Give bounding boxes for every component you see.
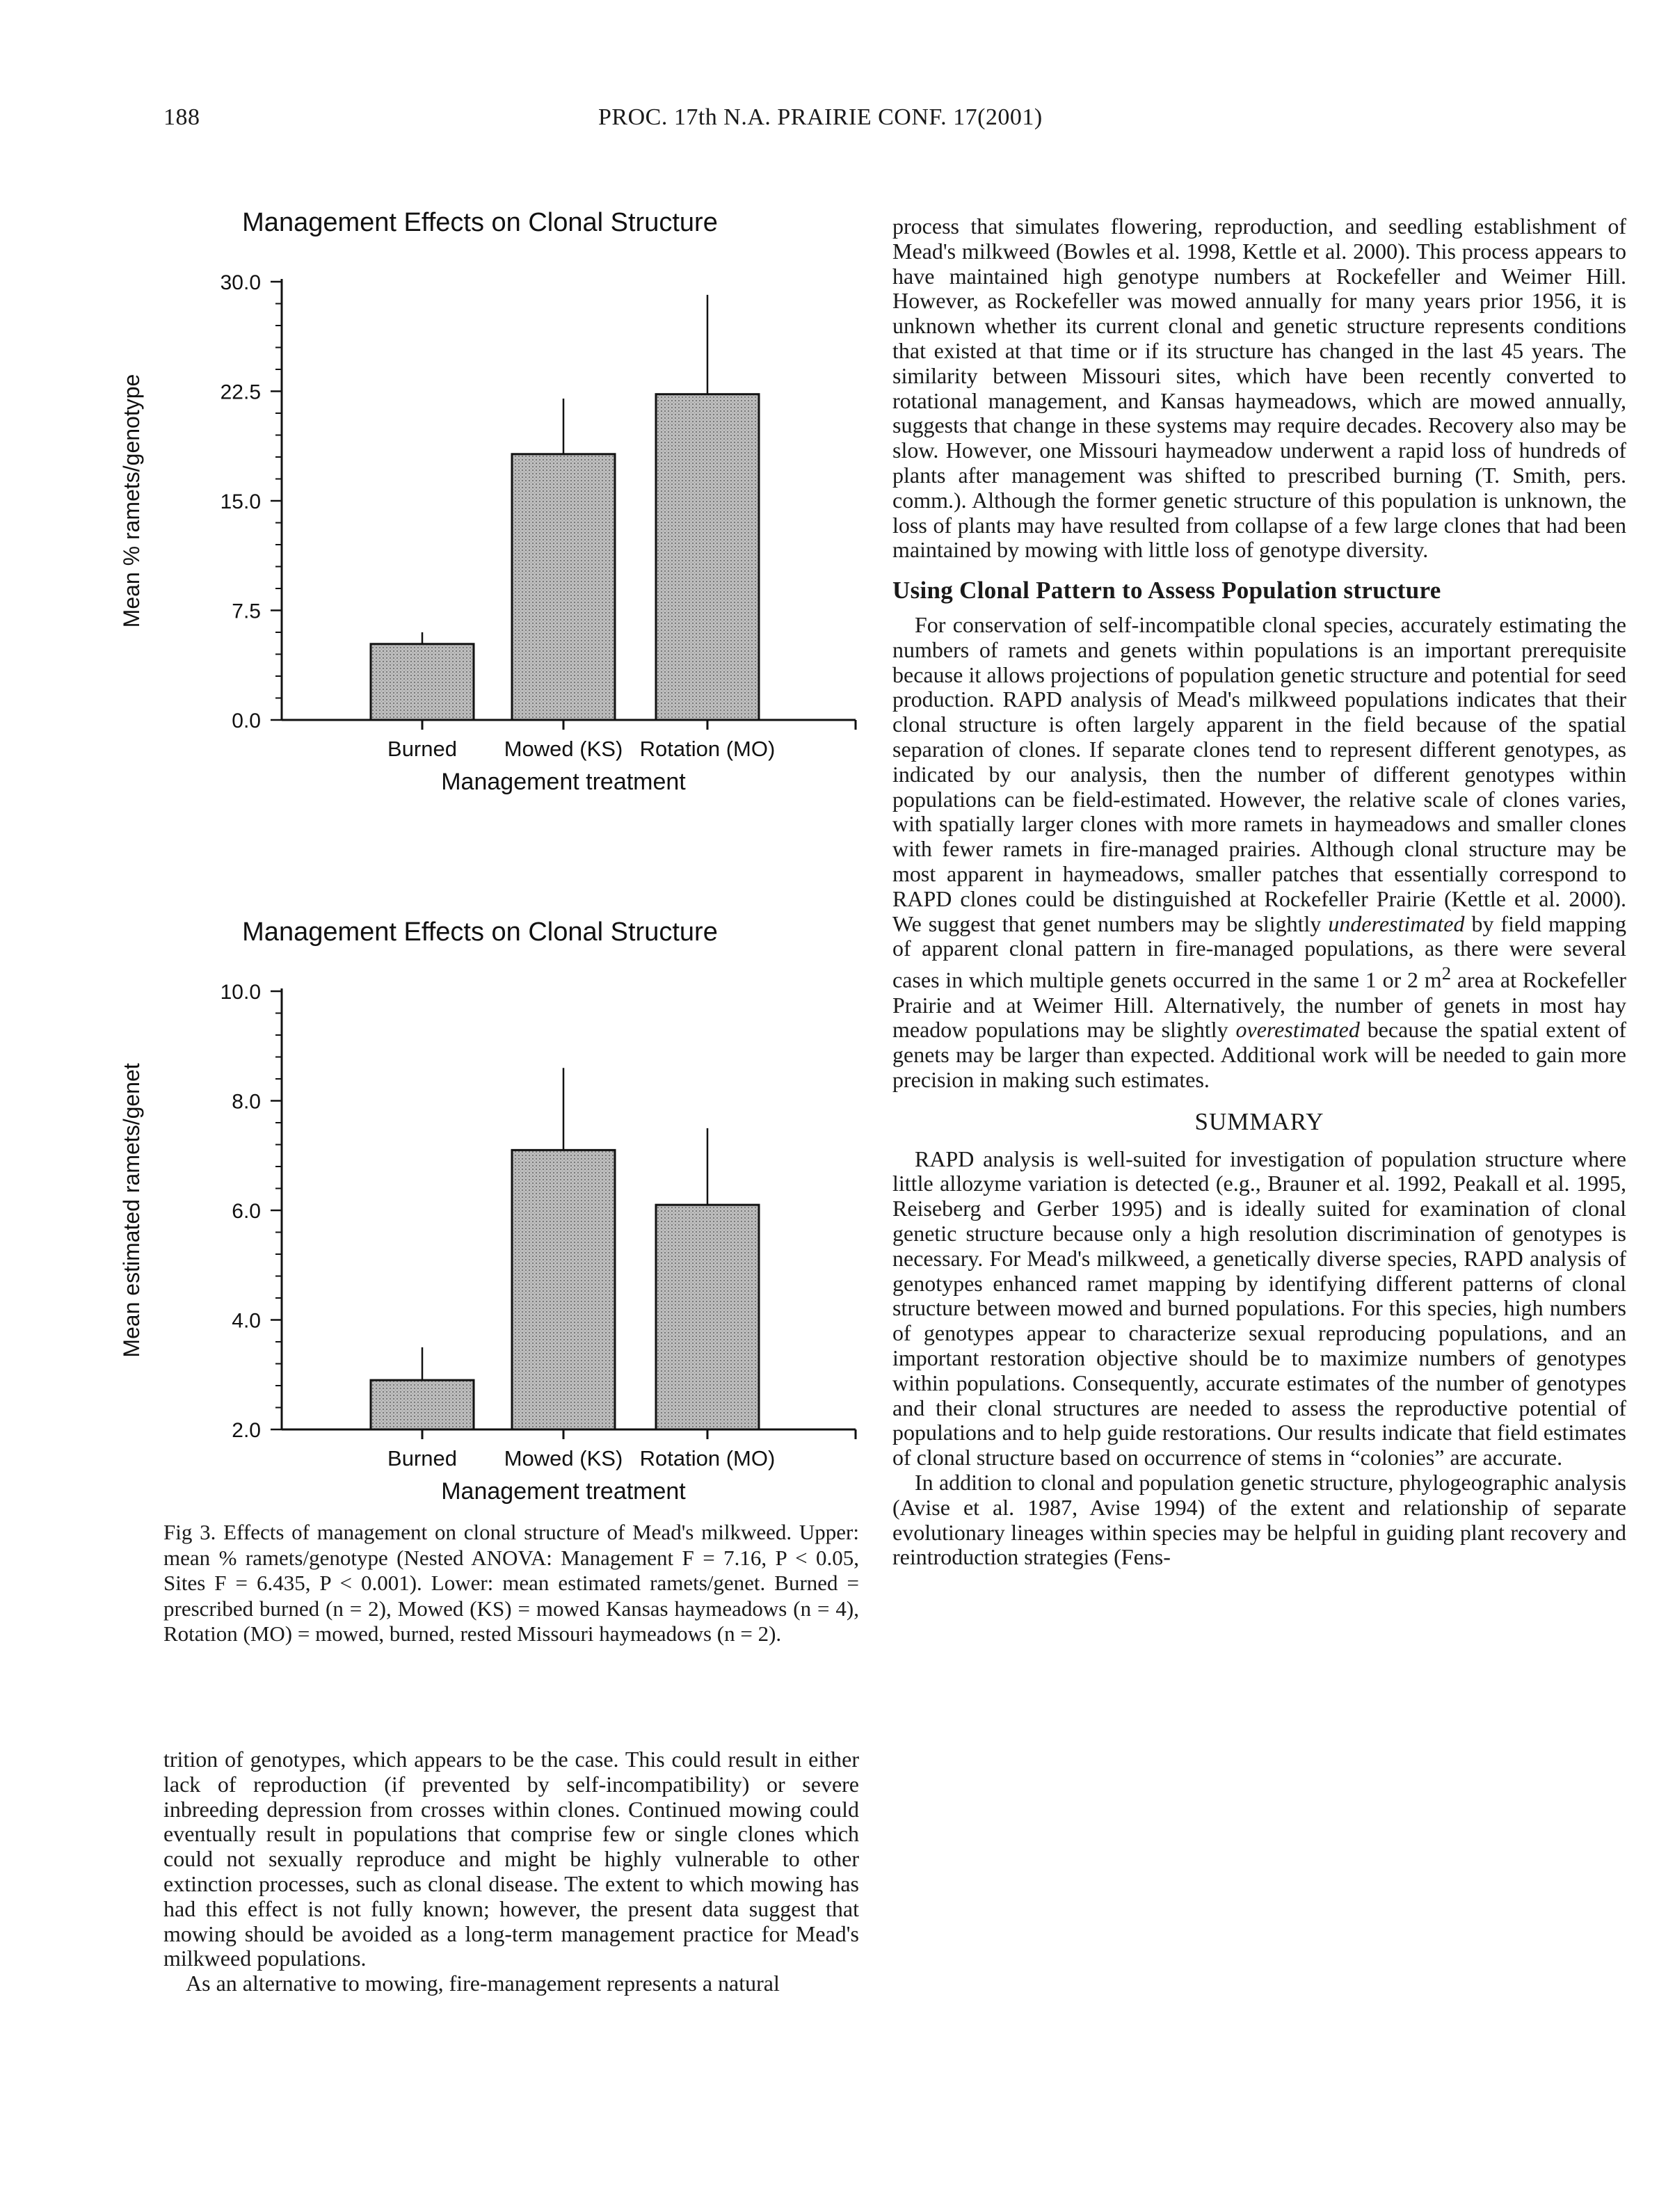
y-tick-label: 6.0 xyxy=(232,1200,261,1223)
para2-text-a: For conservation of self-incompatible clonal species, accurately estimating the numbers of ramets and genets within populations is an important prerequisite because it allows projections of population genetic structure and potential for seed production. RAPD analysis of Mead's milkweed populations indicates that their clonal structure is often largely apparent in the field because of the spatial separation of clones. If separate clones tend to represent different genotypes, as indicated by our analysis, then the number of different genotypes within populations can be field-estimated. However, the relative scale of clones varies, with spatially larger clones with more ramets in haymeadows and smaller clones with fewer ramets in fire-managed prairies. Although clonal structure may be most apparent in haymeadows, smaller patches that essentially correspond to RAPD clones could be distinguished at Rockefeller Prairie (Kettle et al. 2000). We suggest that genet numbers may be slightly xyxy=(892,611,1626,936)
chart-title: Management Effects on Clonal Structure xyxy=(242,917,718,947)
section-heading-summary: SUMMARY xyxy=(1194,1107,1324,1135)
upper-bar-chart xyxy=(111,202,883,807)
lower-bar-chart xyxy=(111,911,883,1516)
x-category-label: Rotation (MO) xyxy=(639,1446,776,1470)
running-header: PROC. 17th N.A. PRAIRIE CONF. 17(2001) xyxy=(598,104,1043,130)
y-tick-label: 10.0 xyxy=(220,981,261,1004)
left-paragraph-2: As an alternative to mowing, fire-management represents a natural xyxy=(186,1971,780,1996)
page-number: 188 xyxy=(163,104,200,130)
right-paragraph-4: In addition to clonal and population genetic structure, phylogeographic analysis (Avise et al. 1987, Avise 1994) of the extent and relationship of separate evolutionary lineages within species may be helpful in guiding plant recovery and reintroduction strategies (Fens- xyxy=(892,1469,1626,1570)
bar-burned xyxy=(371,644,474,720)
y-tick-label: 22.5 xyxy=(220,380,261,404)
y-tick-label: 15.0 xyxy=(220,490,261,513)
y-tick-label: 7.5 xyxy=(232,600,261,623)
right-column xyxy=(892,214,1626,1570)
bar-burned xyxy=(371,1380,474,1429)
left-column xyxy=(163,1747,859,1996)
chart-title: Management Effects on Clonal Structure xyxy=(242,208,718,237)
y-tick-label: 30.0 xyxy=(220,271,261,294)
x-category-label: Mowed (KS) xyxy=(504,737,623,761)
right-paragraph-1: process that simulates flowering, reproduction, and seedling establishment of Mead's milkweed (Bowles et al. 1998, Kettle et al. 2000). This process appears to have maintained high genotype numbers at Rockefeller and Weimer Hill. However, as Rockefeller was mowed annually for many years prior 1956, it is unknown whether its current clonal and genetic structure represents conditions that existed at that time or if its structure has changed in the last 45 years. The similarity between Missouri sites, which have been recently converted to rotational management, and Kansas haymeadows, which are mowed annually, suggests that change in these systems may require decades. Recovery also may be slow. However, one Missouri haymeadow underwent a rapid loss of hundreds of plants after management was shifted to prescribed burning (T. Smith, pers. comm.). Although the former genetic structure of this population is unknown, the loss of plants may have resulted from collapse of a few large clones that had been maintained by mowing with little loss of genotype diversity. xyxy=(892,214,1626,563)
y-tick-label: 2.0 xyxy=(232,1419,261,1442)
bar-mowed-ks xyxy=(512,1150,615,1429)
para2-text-d: because the spatial extent of genets may be larger than expected. Additional work will be needed to gain more precision in making such estimates. xyxy=(892,1017,1626,1092)
left-paragraph-1: trition of genotypes, which appears to be the case. This could result in either lack of reproduction (if prevented by self-incompatibility) or severe inbreeding depression from crosses within clones. Continued mowing could eventually result in populations that comprise few or single clones which could not sexually reproduce and might be highly vulnerable to other extinction processes, such as clonal disease. The extent to which mowing has had this effect is not fully known; however, the present data suggest that mowing should be avoided as a long-term management practice for Mead's milkweed populations. xyxy=(163,1747,859,1971)
x-category-label: Burned xyxy=(387,737,457,761)
x-axis-label: Management treatment xyxy=(441,769,686,795)
section-heading-clonal-pattern: Using Clonal Pattern to Assess Population structure xyxy=(892,577,1441,604)
bar-rotation-mo xyxy=(656,1205,759,1429)
para2-emphasis-underestimated: underestimated xyxy=(1328,911,1465,936)
x-category-label: Burned xyxy=(387,1446,457,1470)
x-category-label: Rotation (MO) xyxy=(639,737,776,761)
figure-caption: Fig 3. Effects of management on clonal structure of Mead's milkweed. Upper: mean % ramets/genotype (Nested ANOVA: Management F = 7.16, P < 0.05, Sites F = 6.435, P < 0.001). Lower: mean estimated ramets/genet. Burned = prescribed burned (n = 2), Mowed (KS) = mowed Kansas haymeadows (n = 4), Rotation (MO) = mowed, burned, rested Missouri haymeadows (n = 2). xyxy=(163,1520,859,1646)
para2-emphasis-overestimated: overestimated xyxy=(1235,1017,1360,1043)
right-paragraph-3: RAPD analysis is well-suited for investigation of population structure where little allozyme variation is detected (e.g., Brauner et al. 1992, Peakall et al. 1995, Reiseberg and Gerber 1995) and is ideally suited for examination of clonal genetic structure because only a high resolution discrimination of genotypes is necessary. For Mead's milkweed, a genetically diverse species, RAPD analysis of genotypes enhanced ramet mapping by identifying different patterns of clonal structure between mowed and burned populations. For this species, high numbers of genotypes appear to characterize sexual reproducing populations, and an important restoration objective should be to maximize numbers of genotypes within populations. Consequently, accurate estimates of the number of genotypes and their clonal structures are needed to assess the reproductive potential of populations and to help guide restorations. Our results indicate that field estimates of clonal structure based on occurrence of stems in “colonies” are accurate. xyxy=(892,1146,1626,1470)
y-tick-label: 4.0 xyxy=(232,1309,261,1333)
x-category-label: Mowed (KS) xyxy=(504,1446,623,1470)
para2-text-b: by field mapping of apparent clonal pattern in fire-managed populations, as there were several cases in which multiple genets occurred in the same 1 or 2 m xyxy=(892,911,1627,993)
y-tick-label: 8.0 xyxy=(232,1090,261,1114)
bar-rotation-mo xyxy=(656,394,759,720)
right-paragraph-2 xyxy=(892,613,1626,1093)
para2-superscript: 2 xyxy=(1441,963,1452,984)
y-axis-label: Mean estimated ramets/genet xyxy=(119,1063,144,1358)
y-tick-label: 0.0 xyxy=(232,710,261,732)
para2-text-c: area at Rockefeller Prairie and at Weimer Hill. Alternatively, the number of genets in most hay meadow populations may be slightly xyxy=(892,967,1627,1043)
x-axis-label: Management treatment xyxy=(441,1478,686,1505)
y-axis-label: Mean % ramets/genotype xyxy=(119,374,144,628)
bar-mowed-ks xyxy=(512,454,615,720)
